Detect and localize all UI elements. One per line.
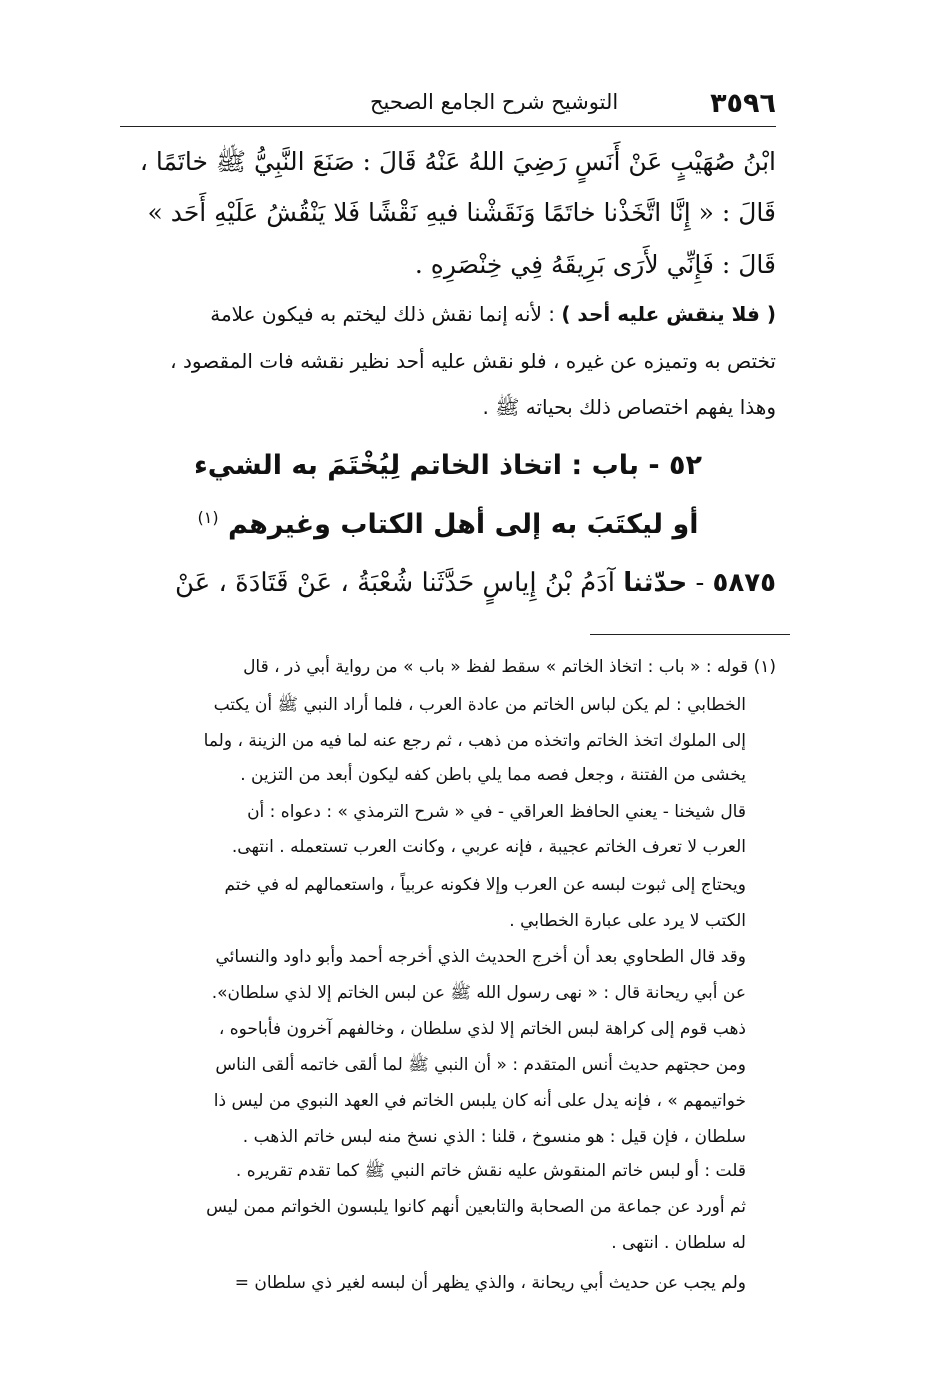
chapter-title-text: أو ليكتَبَ به إلى أهل الكتاب وغيرهم [227,509,699,540]
footnote-line: له سلطان . انتهى . [611,1233,746,1253]
footnote-line: ومن حجتهم حديث أنس المتقدم : « أن النبي ﷺ لما ألقى خاتمه ألقى الناس [215,1055,746,1075]
hadith-number: ٥٨٧٥ [712,568,776,598]
page-number: ٣٥٩٦ [710,88,776,119]
haddathana-keyword: حدّثنا [623,568,688,598]
hadith-text-line: قَالَ : « إِنَّا اتَّخَذْنا خاتَمًا وَنَقَشْنا فيهِ نَقْشًا فَلا يَنْقُشُ عَلَيْهِ أَحَد » [147,198,776,227]
footnote-line: الكتب لا يرد على عبارة الخطابي . [509,911,746,931]
footnote-line: قلت : أو لبس خاتم المنقوش عليه نقش خاتم النبي ﷺ كما تقدم تقريره . [235,1161,746,1181]
commentary-line: تختص به وتميزه عن غيره ، فلو نقش عليه أحد نظير نقشه فات المقصود ، [170,349,776,373]
footnote-line: العرب لا تعرف الخاتم عجيبة ، فإنه عربي ، وكانت العرب تستعمله . انتهى. [231,837,746,857]
footnote-reference: (١) [197,508,219,527]
footnote-line: يخشى من الفتنة ، وجعل فصه مما يلي باطن كفه ليكون أبعد من التزين . [240,765,746,785]
commentary-line: وهذا يفهم اختصاص ذلك بحياته ﷺ . [482,395,776,419]
footnote-line: ولم يجب عن حديث أبي ريحانة ، والذي يظهر أن لبسه لغير ذي سلطان = [234,1273,746,1293]
hadith-text-line: ابْنُ صُهَيْبٍ عَنْ أَنَسٍ رَضِيَ اللهُ عَنْهُ قَالَ : صَنَعَ النَّبِيُّ ﷺ خاتَمًا ، [139,147,776,176]
chapter-title-line: ٥٢ - باب : اتخاذ الخاتم لِيُخْتَمَ به الشيء [193,450,703,481]
footnote-line: سلطان ، فإن قيل : هو منسوخ ، قلنا : الذي نسخ منه لبس خاتم الذهب . [242,1127,746,1147]
footnote-line: قال شيخنا - يعني الحافظ العراقي - في « شرح الترمذي » : دعواه : أن [247,802,746,822]
commentary-line [120,302,776,326]
chapter-title-line [120,508,776,540]
footnote-line: عن أبي ريحانة قال : « نهى رسول الله ﷺ عن لبس الخاتم إلا لذي سلطان». [211,983,746,1003]
footnote-line: وقد قال الطحاوي بعد أن أخرج الحديث الذي أخرجه أحمد وأبو داود والنسائي [215,947,746,967]
footnote-line: (١) قوله : « باب : اتخاذ الخاتم » سقط لفظ « باب » من رواية أبي ذر ، قال [243,657,776,677]
page-header [120,86,776,127]
footnote-line: خواتيمهم » ، فإنه يدل على أنه كان يلبس الخاتم في العهد النبوي من ليس ذا [213,1091,746,1111]
hadith-dash: - [687,568,713,598]
footnote-line: إلى الملوك اتخذ الخاتم واتخذه من ذهب ، ثم رجع عنه لما فيه من الزينة ، ولما [203,731,746,751]
isnad-text: آدَمُ بْنُ إِياسٍ حَدَّثَنا شُعْبَةُ ، عَنْ قَتَادَةَ ، عَنْ [174,568,624,598]
running-title: التوشيح شرح الجامع الصحيح [370,90,619,114]
commentary-text: : لأنه إنما نقش ذلك ليختم به فيكون علامة [210,302,562,326]
footnote-line: ذهب قوم إلى كراهة لبس الخاتم إلا لذي سلطان ، وخالفهم آخرون فأباحوه ، [218,1019,746,1039]
hadith-text-line: قَالَ : فَإِنِّي لأَرَى بَرِيقَهُ فِي خِنْصَرِهِ . [414,250,776,279]
footnote-line: ويحتاج إلى ثبوت لبسه عن العرب وإلا فكونه عربياً ، واستعمالهم له في ختم [224,875,746,895]
footnote-line: ثم أورد عن جماعة من الصحابة والتابعين أنهم كانوا يلبسون الخواتم ممن ليس [206,1197,746,1217]
commentary-lemma: ( فلا ينقش عليه أحد ) [561,302,776,326]
footnote-line: الخطابي : لم يكن لباس الخاتم من عادة العرب ، فلما أراد النبي ﷺ أن يكتب [213,695,746,715]
footnote-separator [590,634,790,635]
hadith-chain-line [120,568,776,598]
